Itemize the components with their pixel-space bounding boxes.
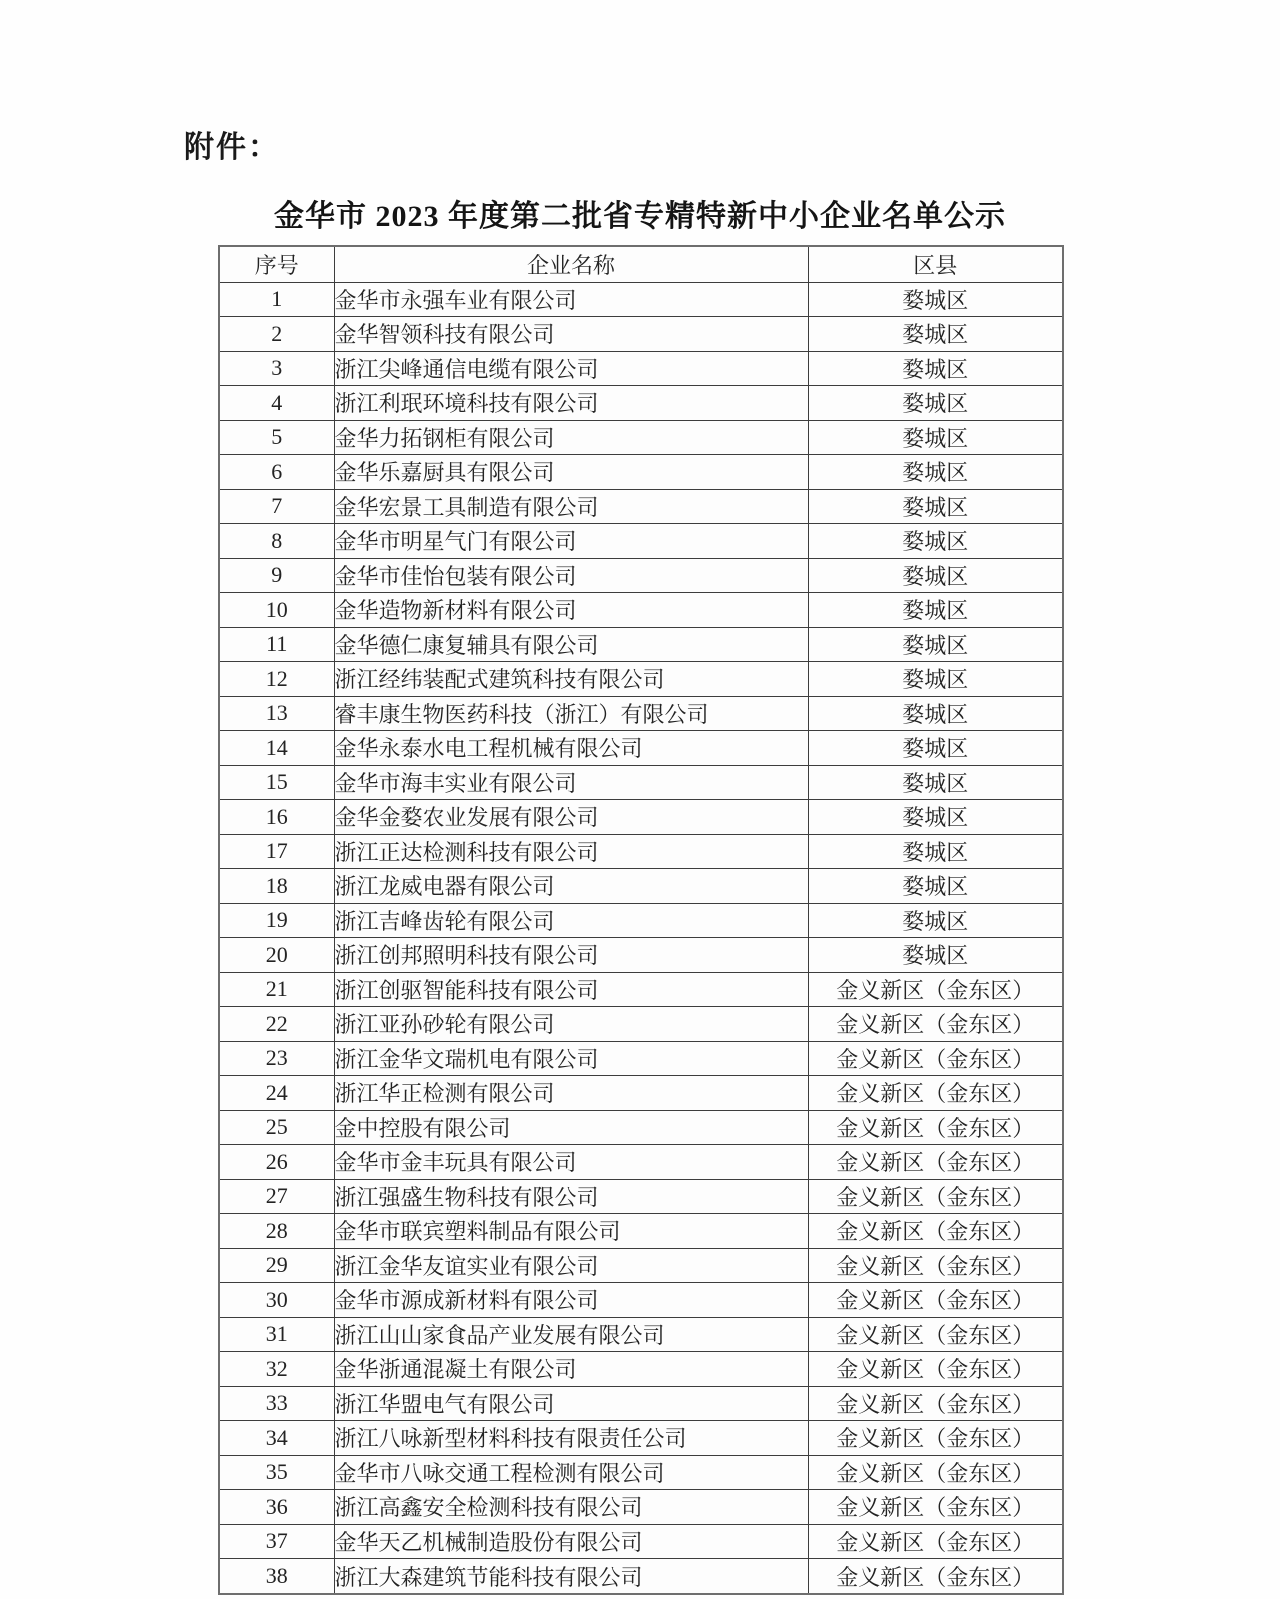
company-name-cell: 金华智领科技有限公司 — [334, 317, 808, 352]
row-number-cell: 17 — [219, 834, 334, 869]
row-number-cell: 15 — [219, 765, 334, 800]
table-row — [219, 800, 1063, 835]
district-cell: 婺城区 — [808, 489, 1063, 524]
row-number-cell: 2 — [219, 317, 334, 352]
company-name-cell: 金华造物新材料有限公司 — [334, 593, 808, 628]
company-name-cell: 浙江正达检测科技有限公司 — [334, 834, 808, 869]
table-row — [219, 558, 1063, 593]
company-name-cell: 金华天乙机械制造股份有限公司 — [334, 1524, 808, 1559]
table-row — [219, 1145, 1063, 1180]
district-cell: 金义新区（金东区） — [808, 1248, 1063, 1283]
company-name-cell: 浙江经纬装配式建筑科技有限公司 — [334, 662, 808, 697]
row-number-cell: 36 — [219, 1490, 334, 1525]
district-cell: 婺城区 — [808, 351, 1063, 386]
company-name-cell: 金华市源成新材料有限公司 — [334, 1283, 808, 1318]
table-row — [219, 1283, 1063, 1318]
header-company-name: 企业名称 — [334, 246, 808, 282]
row-number-cell: 5 — [219, 420, 334, 455]
district-cell: 婺城区 — [808, 662, 1063, 697]
row-number-cell: 12 — [219, 662, 334, 697]
district-cell: 金义新区（金东区） — [808, 1214, 1063, 1249]
row-number-cell: 25 — [219, 1110, 334, 1145]
company-name-cell: 浙江华正检测有限公司 — [334, 1076, 808, 1111]
company-name-cell: 浙江强盛生物科技有限公司 — [334, 1179, 808, 1214]
company-name-cell: 金中控股有限公司 — [334, 1110, 808, 1145]
district-cell: 金义新区（金东区） — [808, 1490, 1063, 1525]
company-name-cell: 金华市海丰实业有限公司 — [334, 765, 808, 800]
table-row — [219, 1179, 1063, 1214]
company-name-cell: 金华永泰水电工程机械有限公司 — [334, 731, 808, 766]
company-name-cell: 浙江山山家食品产业发展有限公司 — [334, 1317, 808, 1352]
table-header — [219, 246, 1063, 282]
row-number-cell: 26 — [219, 1145, 334, 1180]
company-name-cell: 金华市佳怡包装有限公司 — [334, 558, 808, 593]
company-name-cell: 浙江龙威电器有限公司 — [334, 869, 808, 904]
company-name-cell: 浙江大森建筑节能科技有限公司 — [334, 1559, 808, 1595]
company-name-cell: 浙江金华友谊实业有限公司 — [334, 1248, 808, 1283]
table-row — [219, 1110, 1063, 1145]
table-row — [219, 731, 1063, 766]
district-cell: 金义新区（金东区） — [808, 1524, 1063, 1559]
table-row — [219, 662, 1063, 697]
company-name-cell: 金华市联宾塑料制品有限公司 — [334, 1214, 808, 1249]
table-row — [219, 1076, 1063, 1111]
company-name-cell: 金华市明星气门有限公司 — [334, 524, 808, 559]
row-number-cell: 3 — [219, 351, 334, 386]
row-number-cell: 19 — [219, 903, 334, 938]
table-row — [219, 1421, 1063, 1456]
row-number-cell: 20 — [219, 938, 334, 973]
district-cell: 金义新区（金东区） — [808, 1421, 1063, 1456]
district-cell: 金义新区（金东区） — [808, 1455, 1063, 1490]
district-cell: 婺城区 — [808, 800, 1063, 835]
district-cell: 金义新区（金东区） — [808, 1559, 1063, 1595]
company-name-cell: 浙江创驱智能科技有限公司 — [334, 972, 808, 1007]
district-cell: 婺城区 — [808, 558, 1063, 593]
header-serial-number: 序号 — [219, 246, 334, 282]
table-row — [219, 834, 1063, 869]
row-number-cell: 24 — [219, 1076, 334, 1111]
row-number-cell: 1 — [219, 282, 334, 317]
row-number-cell: 13 — [219, 696, 334, 731]
company-name-cell: 浙江吉峰齿轮有限公司 — [334, 903, 808, 938]
row-number-cell: 32 — [219, 1352, 334, 1387]
table-row — [219, 386, 1063, 421]
company-name-cell: 浙江利珉环境科技有限公司 — [334, 386, 808, 421]
table-row — [219, 903, 1063, 938]
district-cell: 金义新区（金东区） — [808, 1076, 1063, 1111]
company-name-cell: 金华市金丰玩具有限公司 — [334, 1145, 808, 1180]
company-name-cell: 浙江高鑫安全检测科技有限公司 — [334, 1490, 808, 1525]
company-name-cell: 浙江华盟电气有限公司 — [334, 1386, 808, 1421]
row-number-cell: 23 — [219, 1041, 334, 1076]
district-cell: 婺城区 — [808, 765, 1063, 800]
table-row — [219, 1317, 1063, 1352]
district-cell: 金义新区（金东区） — [808, 972, 1063, 1007]
table-row — [219, 351, 1063, 386]
district-cell: 金义新区（金东区） — [808, 1283, 1063, 1318]
company-roster-table — [218, 245, 1064, 1595]
row-number-cell: 4 — [219, 386, 334, 421]
district-cell: 婺城区 — [808, 524, 1063, 559]
table-row — [219, 1490, 1063, 1525]
table-row — [219, 1455, 1063, 1490]
company-name-cell: 浙江创邦照明科技有限公司 — [334, 938, 808, 973]
row-number-cell: 16 — [219, 800, 334, 835]
district-cell: 金义新区（金东区） — [808, 1041, 1063, 1076]
row-number-cell: 21 — [219, 972, 334, 1007]
table-row — [219, 1559, 1063, 1595]
row-number-cell: 30 — [219, 1283, 334, 1318]
district-cell: 婺城区 — [808, 420, 1063, 455]
table-row — [219, 1041, 1063, 1076]
company-name-cell: 浙江八咏新型材料科技有限责任公司 — [334, 1421, 808, 1456]
table-row — [219, 593, 1063, 628]
row-number-cell: 31 — [219, 1317, 334, 1352]
row-number-cell: 29 — [219, 1248, 334, 1283]
district-cell: 婺城区 — [808, 696, 1063, 731]
district-cell: 金义新区（金东区） — [808, 1352, 1063, 1387]
row-number-cell: 33 — [219, 1386, 334, 1421]
row-number-cell: 10 — [219, 593, 334, 628]
table-row — [219, 524, 1063, 559]
table-body — [219, 282, 1063, 1594]
company-name-cell: 金华德仁康复辅具有限公司 — [334, 627, 808, 662]
district-cell: 婺城区 — [808, 627, 1063, 662]
table-row — [219, 972, 1063, 1007]
row-number-cell: 28 — [219, 1214, 334, 1249]
table-row — [219, 869, 1063, 904]
company-name-cell: 金华乐嘉厨具有限公司 — [334, 455, 808, 490]
company-name-cell: 金华市八咏交通工程检测有限公司 — [334, 1455, 808, 1490]
table-row — [219, 938, 1063, 973]
row-number-cell: 7 — [219, 489, 334, 524]
row-number-cell: 34 — [219, 1421, 334, 1456]
page-title: 金华市 2023 年度第二批省专精特新中小企业名单公示 — [274, 200, 1006, 233]
district-cell: 金义新区（金东区） — [808, 1110, 1063, 1145]
table-row — [219, 1248, 1063, 1283]
table-row — [219, 489, 1063, 524]
district-cell: 婺城区 — [808, 834, 1063, 869]
company-name-cell: 浙江亚孙砂轮有限公司 — [334, 1007, 808, 1042]
row-number-cell: 37 — [219, 1524, 334, 1559]
attachment-label: 附件： — [184, 131, 280, 164]
district-cell: 婺城区 — [808, 386, 1063, 421]
table-row — [219, 317, 1063, 352]
header-row — [219, 246, 1063, 282]
row-number-cell: 14 — [219, 731, 334, 766]
table-row — [219, 696, 1063, 731]
table-row — [219, 765, 1063, 800]
row-number-cell: 38 — [219, 1559, 334, 1595]
table-row — [219, 455, 1063, 490]
district-cell: 婺城区 — [808, 731, 1063, 766]
company-name-cell: 金华宏景工具制造有限公司 — [334, 489, 808, 524]
row-number-cell: 6 — [219, 455, 334, 490]
company-name-cell: 浙江尖峰通信电缆有限公司 — [334, 351, 808, 386]
district-cell: 婺城区 — [808, 903, 1063, 938]
table-row — [219, 1524, 1063, 1559]
header-district: 区县 — [808, 246, 1063, 282]
district-cell: 金义新区（金东区） — [808, 1145, 1063, 1180]
district-cell: 婺城区 — [808, 869, 1063, 904]
table-row — [219, 627, 1063, 662]
company-name-cell: 金华市永强车业有限公司 — [334, 282, 808, 317]
row-number-cell: 18 — [219, 869, 334, 904]
table-row — [219, 1386, 1063, 1421]
district-cell: 金义新区（金东区） — [808, 1386, 1063, 1421]
company-name-cell: 浙江金华文瑞机电有限公司 — [334, 1041, 808, 1076]
row-number-cell: 27 — [219, 1179, 334, 1214]
table-row — [219, 1007, 1063, 1042]
row-number-cell: 35 — [219, 1455, 334, 1490]
district-cell: 婺城区 — [808, 593, 1063, 628]
company-name-cell: 金华金婺农业发展有限公司 — [334, 800, 808, 835]
row-number-cell: 11 — [219, 627, 334, 662]
district-cell: 婺城区 — [808, 317, 1063, 352]
district-cell: 婺城区 — [808, 455, 1063, 490]
company-name-cell: 金华浙通混凝土有限公司 — [334, 1352, 808, 1387]
table-row — [219, 1352, 1063, 1387]
table-row — [219, 420, 1063, 455]
district-cell: 婺城区 — [808, 938, 1063, 973]
table-row — [219, 1214, 1063, 1249]
district-cell: 金义新区（金东区） — [808, 1007, 1063, 1042]
district-cell: 金义新区（金东区） — [808, 1179, 1063, 1214]
row-number-cell: 8 — [219, 524, 334, 559]
row-number-cell: 22 — [219, 1007, 334, 1042]
row-number-cell: 9 — [219, 558, 334, 593]
table-row — [219, 282, 1063, 317]
company-name-cell: 睿丰康生物医药科技（浙江）有限公司 — [334, 696, 808, 731]
company-name-cell: 金华力拓钢柜有限公司 — [334, 420, 808, 455]
district-cell: 婺城区 — [808, 282, 1063, 317]
district-cell: 金义新区（金东区） — [808, 1317, 1063, 1352]
